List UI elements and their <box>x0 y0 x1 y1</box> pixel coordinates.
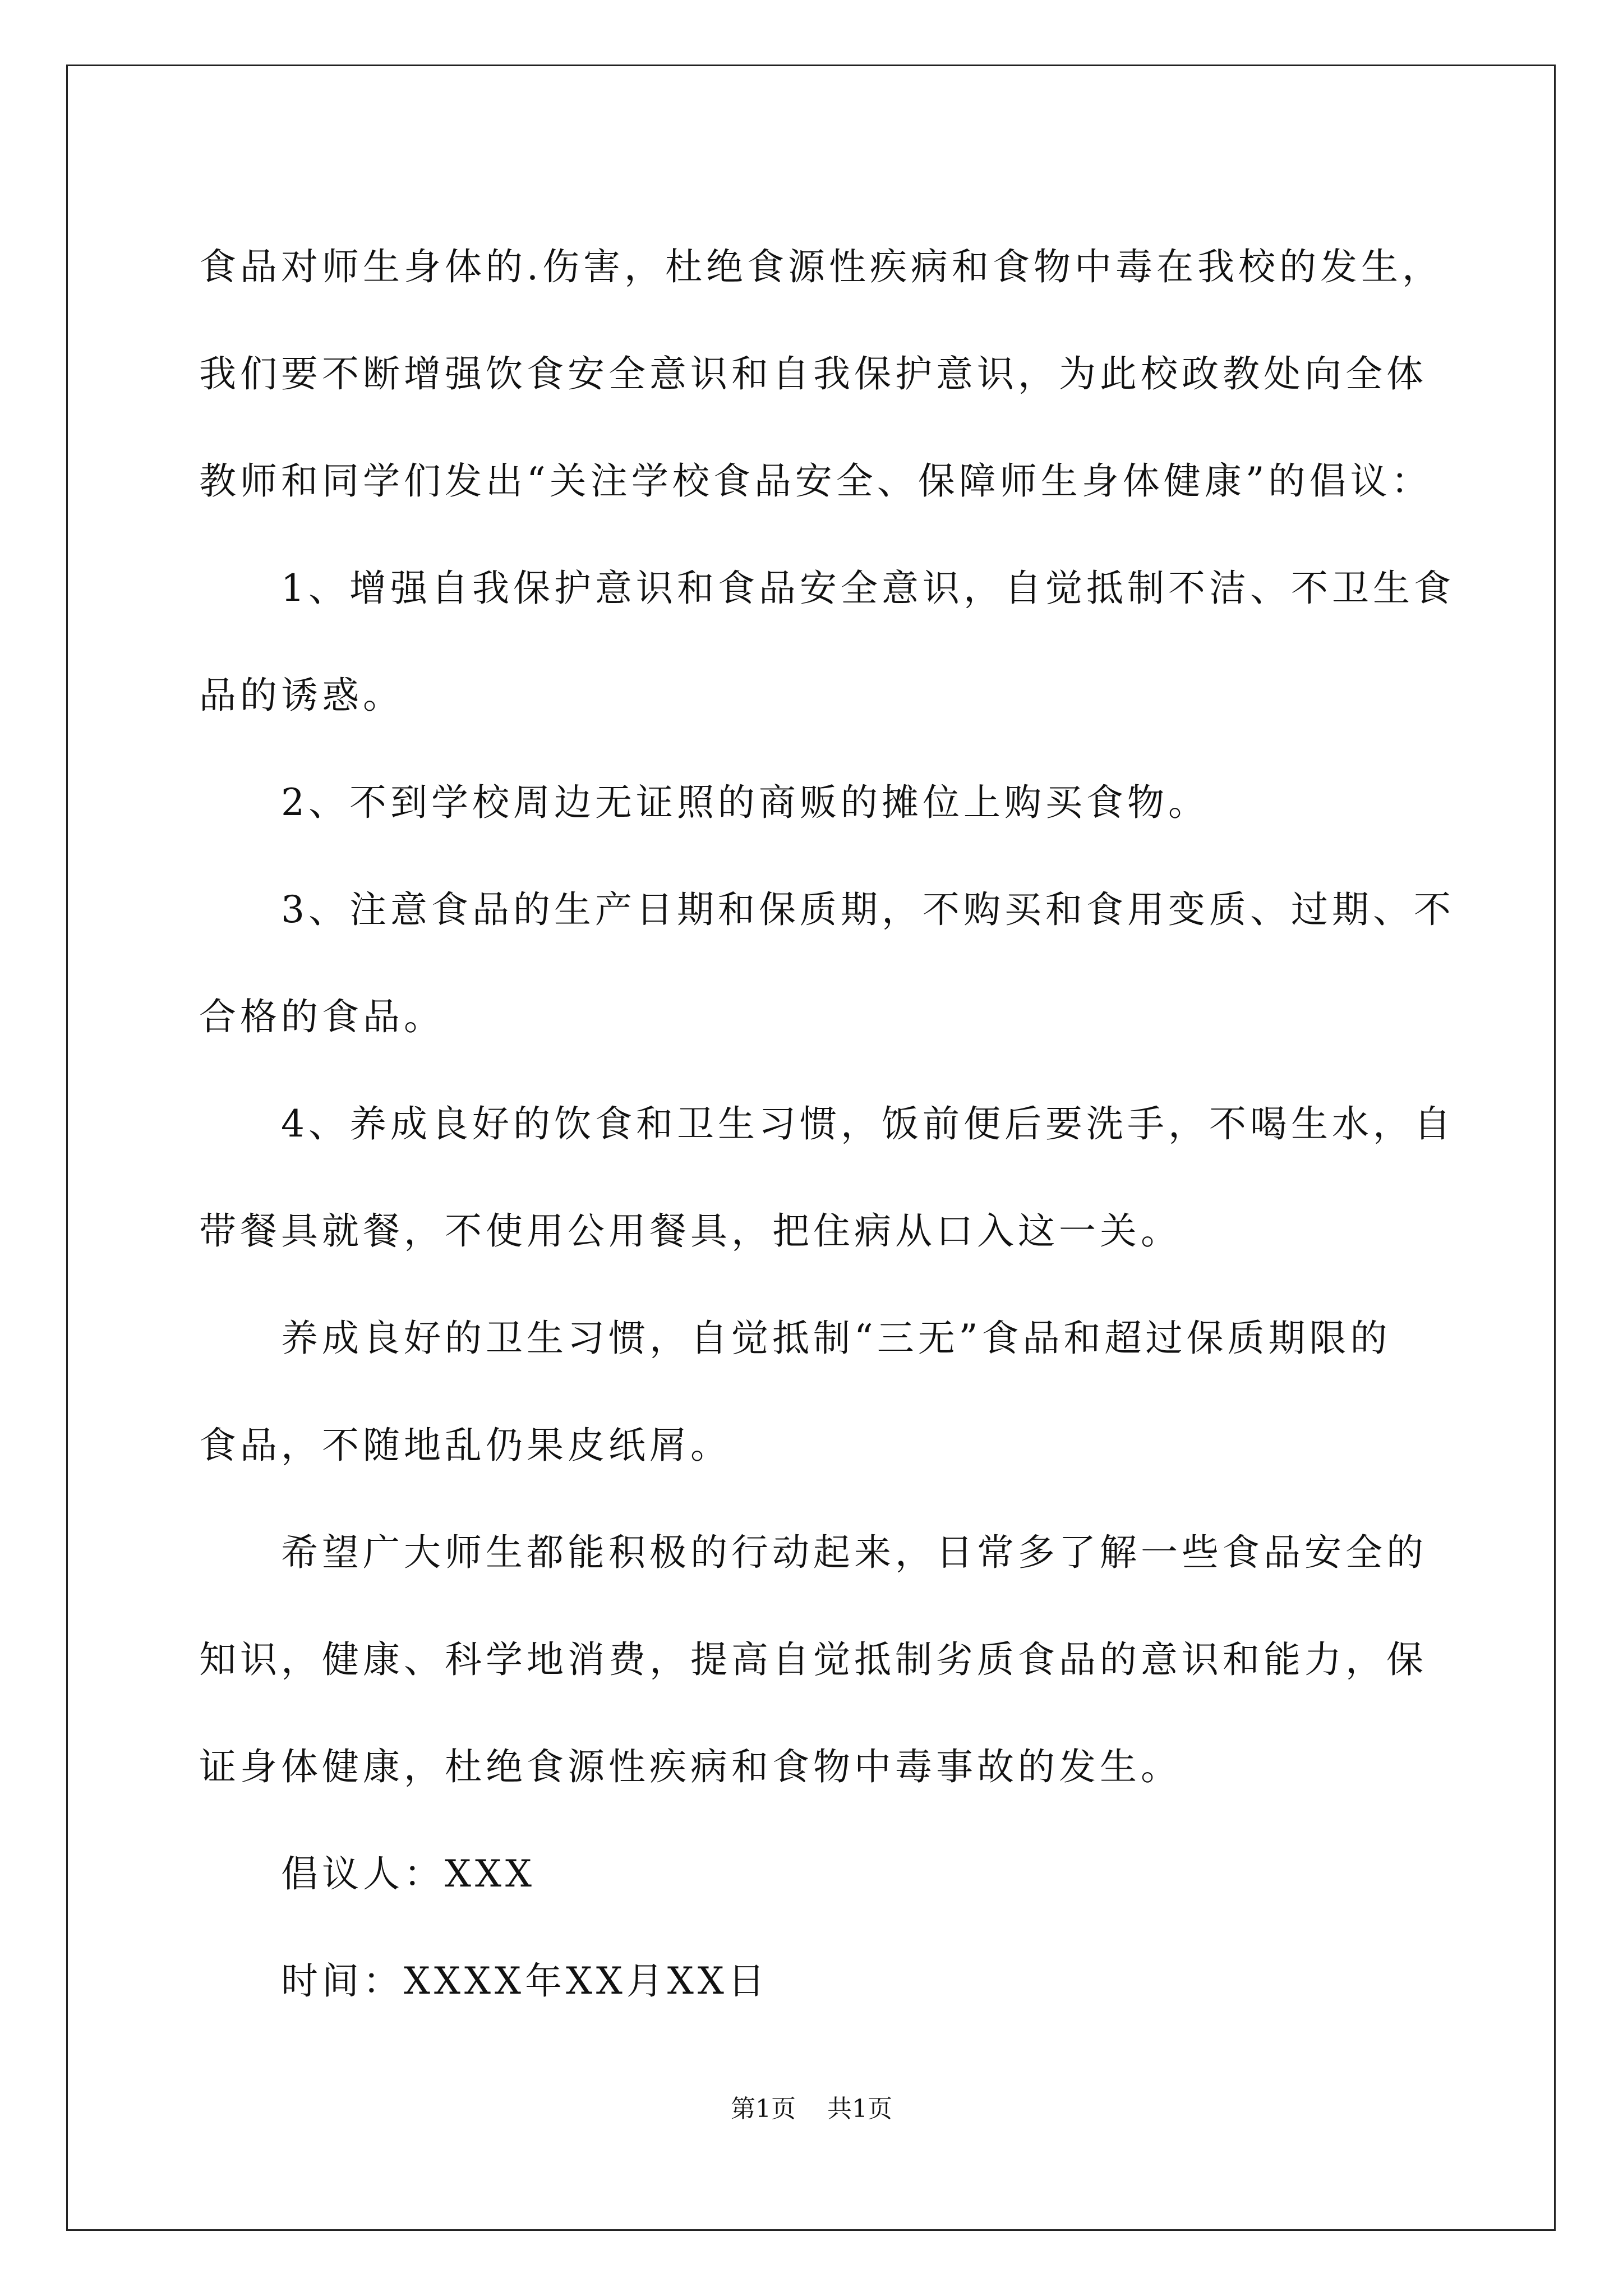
text-line: 合格的食品。 <box>199 995 445 1038</box>
document-body <box>199 213 1455 2035</box>
text-line: 带餐具就餐，不使用公用餐具，把住病从口入这一关。 <box>199 1209 1182 1253</box>
page-number-current: 第1页 <box>731 2095 796 2123</box>
text-line: 4、养成良好的饮食和卫生习惯，饭前便后要洗手，不喝生水，自 <box>281 1102 1455 1145</box>
page-footer <box>0 2092 1623 2126</box>
text-line: 养成良好的卫生习惯，自觉抵制“三无”食品和超过保质期限的 <box>281 1317 1391 1360</box>
text-line: 3、注意食品的生产日期和保质期，不购买和食用变质、过期、不 <box>281 888 1455 931</box>
text-line: 希望广大师生都能积极的行动起来，日常多了解一些食品安全的 <box>281 1531 1427 1574</box>
text-line: 我们要不断增强饮食安全意识和自我保护意识，为此校政教处向全体 <box>199 352 1427 395</box>
date-line: 时间：XXXX年XX月XX日 <box>281 1959 769 2003</box>
page-number-total: 共1页 <box>827 2095 892 2123</box>
text-line: 教师和同学们发出“关注学校食品安全、保障师生身体健康”的倡议： <box>199 459 1432 503</box>
text-line: 证身体健康，杜绝食源性疾病和食物中毒事故的发生。 <box>199 1745 1182 1788</box>
text-line: 知识，健康、科学地消费，提高自觉抵制劣质食品的意识和能力，保 <box>199 1638 1427 1681</box>
text-line: 食品，不随地乱仍果皮纸屑。 <box>199 1424 731 1467</box>
text-line: 2、不到学校周边无证照的商贩的摊位上购买食物。 <box>281 781 1209 824</box>
text-line: 食品对师生身体的.伤害，杜绝食源性疾病和食物中毒在我校的发生， <box>199 245 1443 288</box>
text-line: 1、增强自我保护意识和食品安全意识，自觉抵制不洁、不卫生食 <box>281 567 1455 610</box>
proposer-line: 倡议人：XXX <box>281 1852 536 1895</box>
text-line: 品的诱惑。 <box>199 674 404 717</box>
